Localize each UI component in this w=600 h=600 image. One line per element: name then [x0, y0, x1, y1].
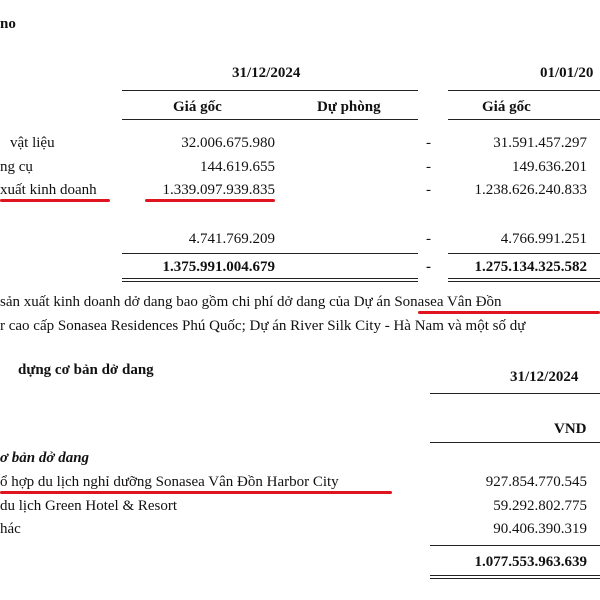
red-underline-project — [418, 311, 600, 314]
row-label: ng cụ — [0, 159, 33, 175]
header-underline-previous — [448, 119, 600, 120]
section-row-value: 59.292.802.775 — [493, 498, 587, 514]
section-total-rule — [430, 545, 600, 546]
row-provision: - — [426, 159, 431, 175]
column-date-current: 31/12/2024 — [232, 65, 301, 81]
section-row-label: hác — [0, 521, 21, 537]
row-cost: 4.741.769.209 — [188, 231, 275, 247]
red-underline-value — [145, 199, 275, 202]
note-project-highlight: Dự án Sonasea Vân Đồn — [353, 294, 502, 310]
section-unit-rule — [430, 442, 600, 443]
total-rule-previous — [448, 253, 600, 254]
red-underline-label — [0, 199, 110, 202]
section-row-label: ổ hợp du lịch nghỉ dưỡng Sonasea Vân Đồn Harbor City — [0, 474, 339, 490]
note-paragraph-line-1 — [0, 293, 502, 311]
row-cost-prev: 4.766.991.251 — [500, 231, 587, 247]
row-cost-prev: 1.238.626.240.833 — [474, 182, 587, 198]
section-total: 1.077.553.963.639 — [474, 554, 587, 570]
column-date-previous: 01/01/20 — [540, 65, 594, 81]
row-cost: 144.619.655 — [200, 159, 275, 175]
row-provision: - — [426, 135, 431, 151]
total-cost-prev: 1.275.134.325.582 — [474, 259, 587, 275]
section-date-rule — [430, 393, 600, 394]
total-cost: 1.375.991.004.679 — [162, 259, 275, 275]
note-paragraph-line-2: r cao cấp Sonasea Residences Phú Quốc; Dự án River Silk City - Hà Nam và một số dự — [0, 318, 526, 334]
header-rule-previous — [448, 90, 600, 91]
section-unit: VND — [554, 421, 587, 437]
section-heading: dựng cơ bản dở dang — [18, 362, 154, 378]
row-provision: - — [426, 231, 431, 247]
row-label: xuất kinh doanh — [0, 182, 97, 198]
total-double-rule-previous — [448, 278, 600, 279]
total-double-rule-current-2 — [122, 281, 418, 282]
total-double-rule-previous-2 — [448, 281, 600, 282]
total-provision: - — [426, 259, 431, 275]
row-label: vật liệu — [10, 135, 55, 151]
row-cost: 32.006.675.980 — [181, 135, 275, 151]
section-title-fragment: no — [0, 16, 16, 32]
section-row-value: 927.854.770.545 — [485, 474, 587, 490]
section-total-double-rule-2 — [430, 578, 600, 579]
row-cost-prev: 31.591.457.297 — [493, 135, 587, 151]
header-rule-current — [122, 90, 418, 91]
column-provision-header: Dự phòng — [317, 99, 381, 115]
red-underline-harbor-city — [0, 491, 392, 494]
section-total-double-rule — [430, 575, 600, 576]
section-row-label: du lịch Green Hotel & Resort — [0, 498, 178, 514]
column-cost-header: Giá gốc — [173, 99, 222, 115]
row-provision: - — [426, 182, 431, 198]
total-rule-current — [122, 253, 418, 254]
note-text: sản xuất kinh doanh dở dang bao gồm chi phí dở dang của — [0, 294, 354, 310]
header-underline-current — [122, 119, 418, 120]
row-cost: 1.339.097.939.835 — [162, 182, 275, 198]
total-double-rule-current — [122, 278, 418, 279]
row-cost-prev: 149.636.201 — [512, 159, 587, 175]
section-subheading: ơ bản dở dang — [0, 450, 90, 466]
section-row-value: 90.406.390.319 — [493, 521, 587, 537]
column-cost-prev-header: Giá gốc — [482, 99, 531, 115]
section-date: 31/12/2024 — [510, 369, 579, 385]
